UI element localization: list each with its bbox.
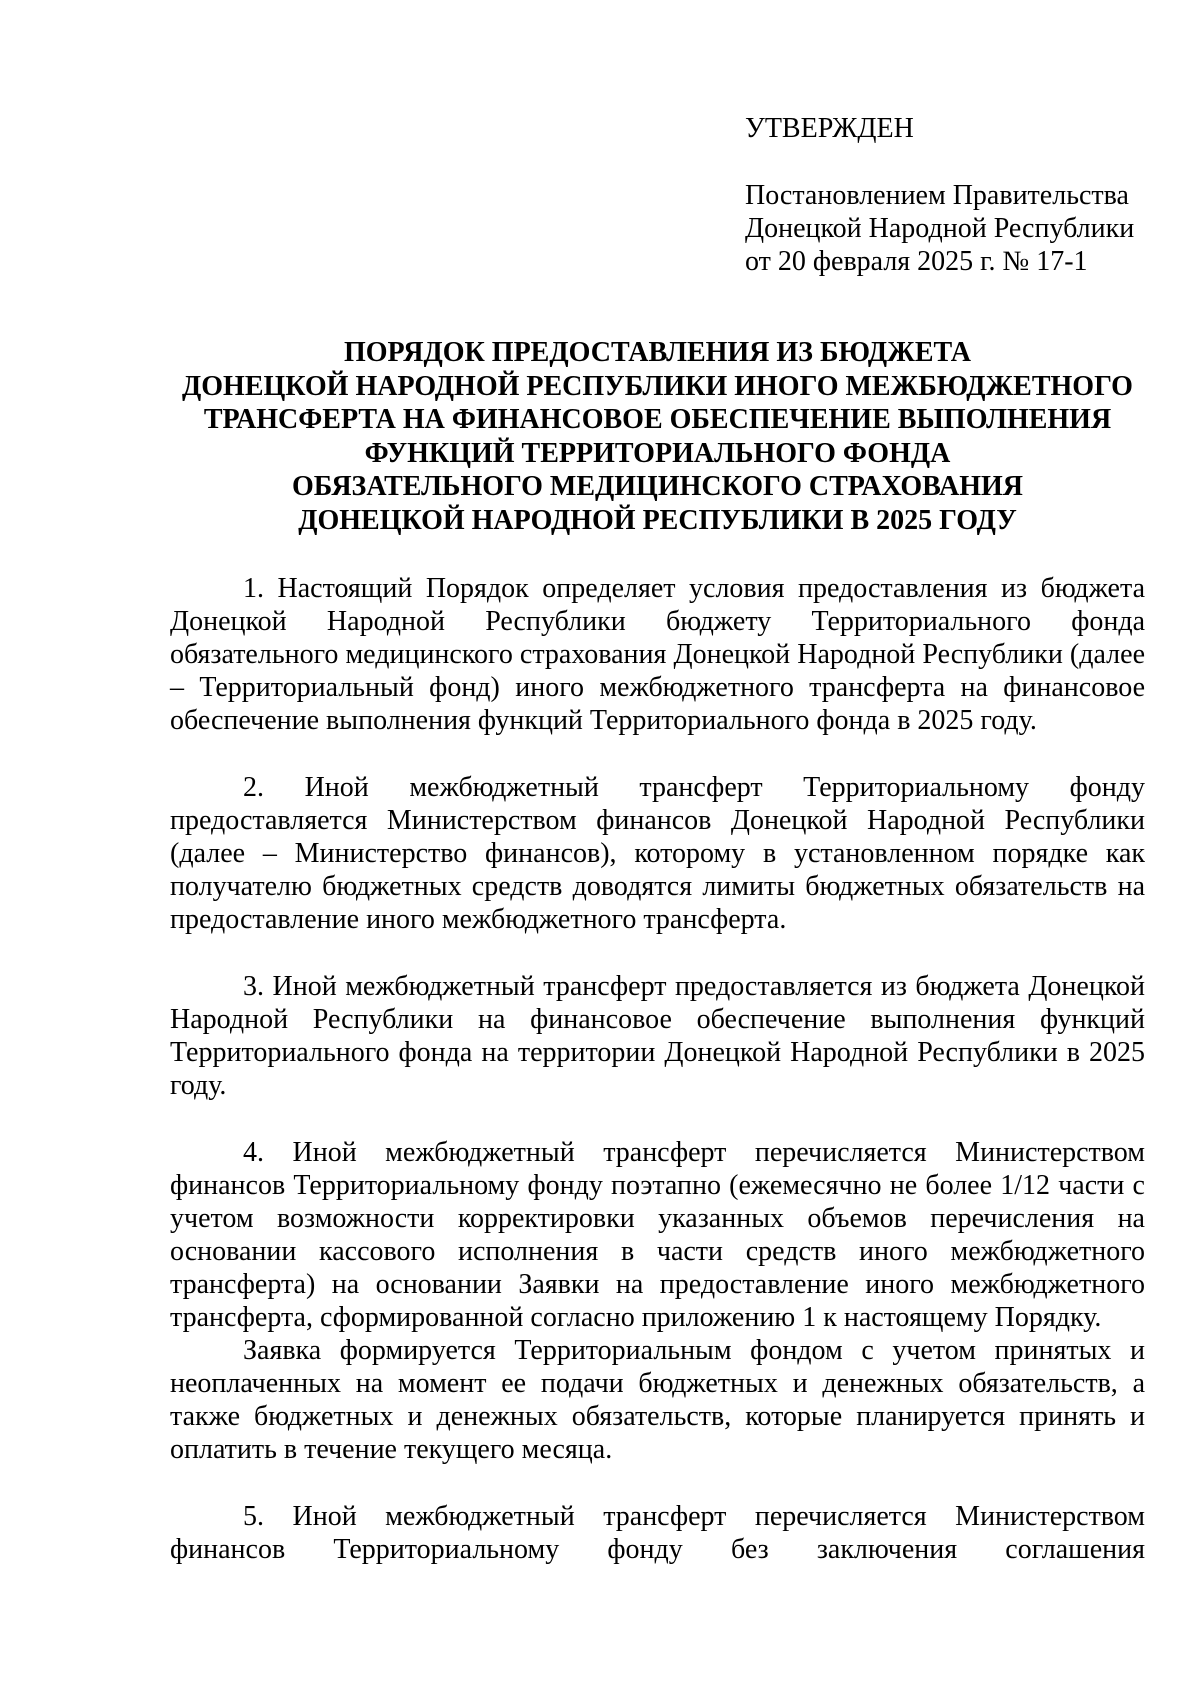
approval-stamp	[745, 112, 1175, 278]
title-line: ТРАНСФЕРТА НА ФИНАНСОВОЕ ОБЕСПЕЧЕНИЕ ВЫПОЛНЕНИЯ	[203, 404, 1112, 435]
document-title	[170, 336, 1145, 537]
title-line: ДОНЕЦКОЙ НАРОДНОЙ РЕСПУБЛИКИ В 2025 ГОДУ	[298, 504, 1017, 536]
title-line: ДОНЕЦКОЙ НАРОДНОЙ РЕСПУБЛИКИ ИНОГО МЕЖБЮДЖЕТНОГО	[182, 370, 1133, 402]
title-line: ФУНКЦИЙ ТЕРРИТОРИАЛЬНОГО ФОНДА	[364, 437, 951, 469]
approval-line-date: от 20 февраля 2025 г. № 17-1	[745, 246, 1088, 277]
paragraph-2: 2. Иной межбюджетный трансферт Территориальному фонду предоставляется Министерством финансов Донецкой Народной Республики (далее – Министерство финансов), которому в установленном порядке как получателю бюджетных средств доводятся лимиты бюджетных обязательств на предоставление иного межбюджетного трансферта.	[170, 772, 1145, 935]
paragraph-4: 4. Иной межбюджетный трансферт перечисляется Министерством финансов Территориальному фонду поэтапно (ежемесячно не более 1/12 части с учетом возможности корректировки указанных объемов перечисления на основании кассового исполнения в части средств иного межбюджетного трансферта) на основании Заявки на предоставление иного межбюджетного трансферта, сформированной согласно приложению 1 к настоящему Порядку.	[170, 1137, 1145, 1333]
document-body	[170, 572, 1145, 1566]
paragraph-3: 3. Иной межбюджетный трансферт предоставляется из бюджета Донецкой Народной Республики на финансовое обеспечение выполнения функций Территориального фонда на территории Донецкой Народной Республики в 2025 году.	[170, 971, 1145, 1101]
approval-line-republic: Донецкой Народной Республики	[745, 213, 1135, 244]
approval-line-resolution: Постановлением Правительства	[745, 180, 1129, 211]
paragraph-4-continuation: Заявка формируется Территориальным фондом с учетом принятых и неоплаченных на момент ее подачи бюджетных и денежных обязательств, а также бюджетных и денежных обязательств, которые планируется принять и оплатить в течение текущего месяца.	[170, 1335, 1145, 1465]
paragraph-1: 1. Настоящий Порядок определяет условия предоставления из бюджета Донецкой Народной Республики бюджету Территориального фонда обязательного медицинского страхования Донецкой Народной Республики (далее – Территориальный фонд) иного межбюджетного трансферта на финансовое обеспечение выполнения функций Территориального фонда в 2025 году.	[170, 573, 1145, 736]
title-line: ОБЯЗАТЕЛЬНОГО МЕДИЦИНСКОГО СТРАХОВАНИЯ	[291, 471, 1024, 502]
approval-title: УТВЕРЖДЕН	[745, 113, 914, 144]
title-line: ПОРЯДОК ПРЕДОСТАВЛЕНИЯ ИЗ БЮДЖЕТА	[343, 337, 972, 368]
paragraph-5: 5. Иной межбюджетный трансферт перечисляется Министерством финансов Территориальному фонду без заключения соглашения	[170, 1501, 1145, 1565]
